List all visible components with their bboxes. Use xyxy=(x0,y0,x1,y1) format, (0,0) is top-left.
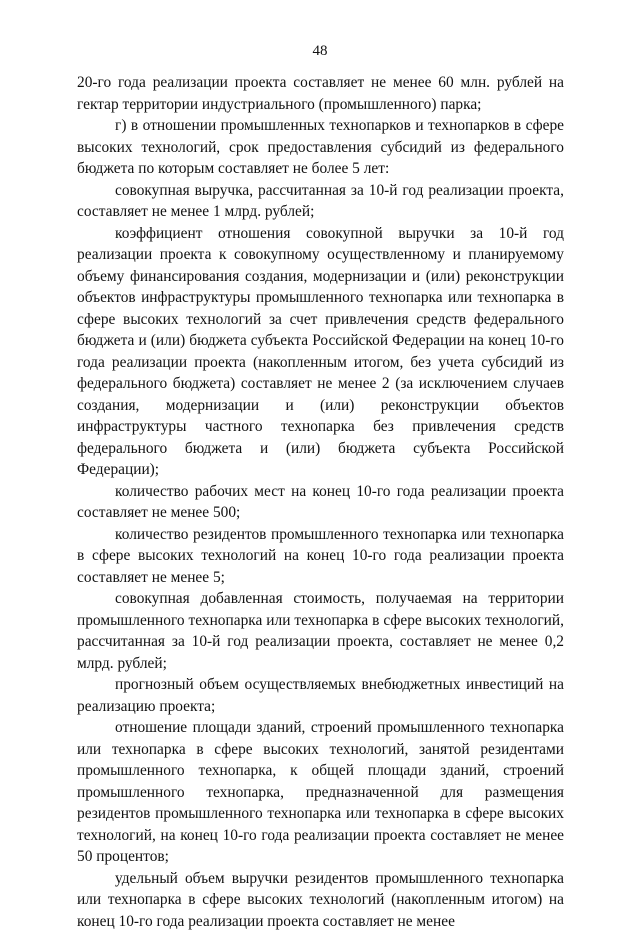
paragraph-total-revenue: совокупная выручка, рассчитанная за 10-й год реализации проекта, составляет не менее 1 млрд. рублей; xyxy=(77,180,564,223)
paragraph-specific-revenue: удельный объем выручки резидентов промышленного технопарка или технопарка в сфере высоких технологий (накопленным итогом) на конец 10-го года реализации проекта составляет не менее xyxy=(77,868,564,932)
paragraph-added-value: совокупная добавленная стоимость, получаемая на территории промышленного технопарка или технопарка в сфере высоких технологий, рассчитанная за 10-й год реализации проекта, составляет не менее 0,2 млрд. рублей; xyxy=(77,588,564,674)
paragraph-investments: прогнозный объем осуществляемых внебюджетных инвестиций на реализацию проекта; xyxy=(77,674,564,717)
paragraph-revenue-ratio: коэффициент отношения совокупной выручки за 10-й год реализации проекта к совокупному осуществленному и планируемому объему финансирования создания, модернизации и (или) реконструкции объектов инфраструктуры промышленного технопарка или технопарка в сфере высоких технологий за счет привлечения средств федерального бюджета и (или) бюджета субъекта Российской Федерации на конец 10-го года реализации проекта (накопленным итогом, без учета субсидий из федерального бюджета) составляет не менее 2 (за исключением случаев создания, модернизации и (или) реконструкции объектов инфраструктуры частного технопарка без привлечения средств федерального бюджета и (или) бюджета субъекта Российской Федерации); xyxy=(77,223,564,481)
paragraph-area-ratio: отношение площади зданий, строений промышленного технопарка или технопарка в сфере высоких технологий, занятой резидентами промышленного технопарка, к общей площади зданий, строений промышленного технопарка, предназначенной для размещения резидентов промышленного технопарка или технопарка в сфере высоких технологий, на конец 10-го года реализации проекта составляет не менее 50 процентов; xyxy=(77,717,564,868)
paragraph-residents-count: количество резидентов промышленного технопарка или технопарка в сфере высоких технологий на конец 10-го года реализации проекта составляет не менее 5; xyxy=(77,524,564,589)
document-body xyxy=(77,72,564,932)
page-number: 48 xyxy=(0,42,640,60)
paragraph-continuation: 20-го года реализации проекта составляет не менее 60 млн. рублей на гектар территории индустриального (промышленного) парка; xyxy=(77,72,564,115)
paragraph-section-g: г) в отношении промышленных технопарков и технопарков в сфере высоких технологий, срок предоставления субсидий из федерального бюджета по которым составляет не более 5 лет: xyxy=(77,115,564,180)
paragraph-jobs: количество рабочих мест на конец 10-го года реализации проекта составляет не менее 500; xyxy=(77,481,564,524)
